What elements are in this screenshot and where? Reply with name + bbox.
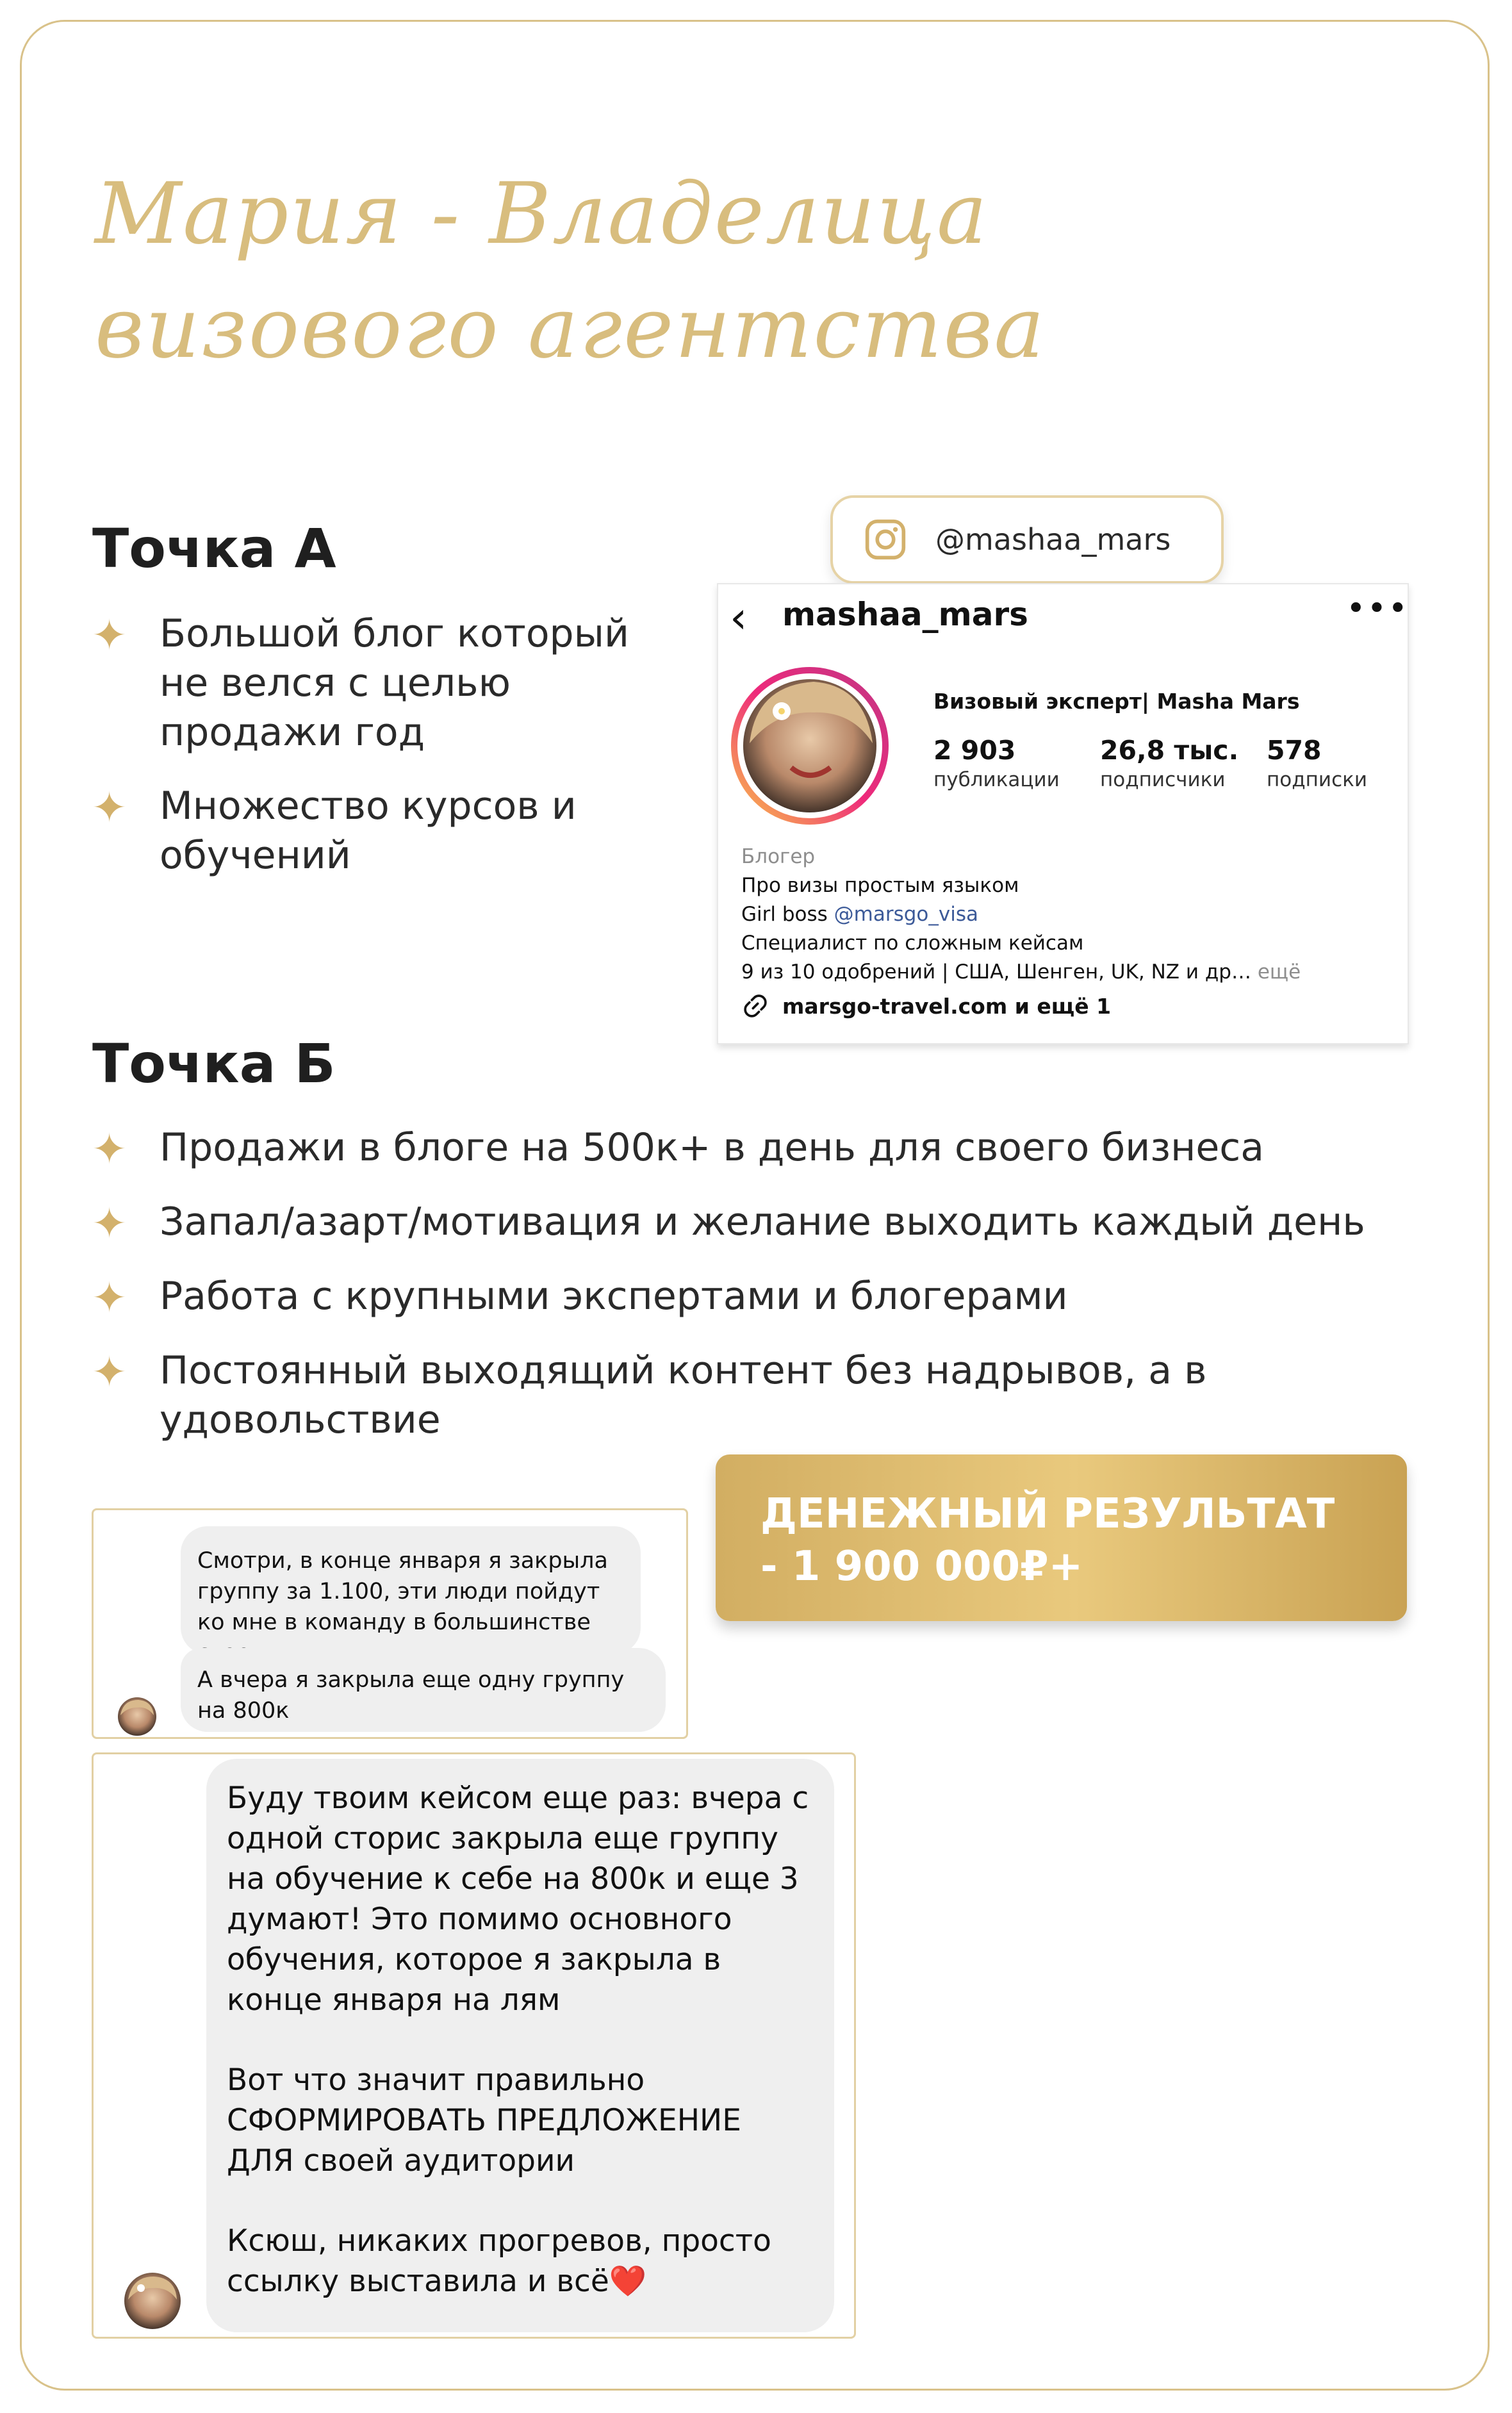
sparkle-icon: ✦ [92, 783, 127, 832]
point-a-item: ✦ Множество курсов и обучений [92, 783, 577, 878]
bio-line: 9 из 10 одобрений | США, Шенген, UK, NZ и др… ещё [741, 960, 1301, 984]
instagram-icon [864, 518, 907, 561]
chat-avatar [123, 2271, 182, 2330]
instagram-handle-pill[interactable] [830, 495, 1224, 584]
profile-website-link[interactable]: marsgo-travel.com и ещё 1 [741, 992, 1111, 1020]
profile-username: mashaa_mars [782, 596, 1028, 633]
profile-name: Визовый эксперт| Masha Mars [933, 689, 1300, 714]
chat-message-bubble: Смотри, в конце января я закрыла группу за 1.100, эти люди пойдут ко мне в команду в большинстве [181, 1526, 641, 1654]
chat-screenshot-1 [92, 1508, 688, 1739]
link-icon [741, 992, 769, 1020]
point-b-item: ✦ Работа с крупными экспертами и блогерами [92, 1273, 1068, 1322]
bio-more-link[interactable]: ещё [1257, 960, 1301, 984]
bio-line: Специалист по сложным кейсам [741, 932, 1084, 955]
back-arrow-icon[interactable]: ‹ [730, 593, 748, 643]
point-a-heading: Точка А [92, 517, 336, 580]
profile-bio [741, 843, 1401, 987]
bio-mention-link[interactable]: @marsgo_visa [834, 903, 978, 926]
profile-category: Блогер [741, 845, 816, 868]
point-b-item: ✦ Постоянный выходящий контент без надрывов, а в удовольствие [92, 1347, 1207, 1442]
stat-following[interactable]: 578 подписки [1267, 735, 1367, 791]
point-b-item: ✦ Запал/азарт/мотивация и желание выходить каждый день [92, 1199, 1365, 1248]
sparkle-icon: ✦ [92, 611, 127, 660]
point-b-list [92, 1123, 1437, 1470]
sparkle-icon: ✦ [92, 1273, 127, 1322]
chat-avatar [117, 1696, 158, 1737]
instagram-handle: @mashaa_mars [935, 522, 1171, 557]
profile-avatar[interactable] [730, 666, 889, 825]
more-options-icon[interactable]: ••• [1346, 589, 1409, 628]
chat-screenshot-2 [92, 1752, 856, 2339]
money-result-banner: ДЕНЕЖНЫЙ РЕЗУЛЬТАТ - 1 900 000₽+ [716, 1454, 1407, 1621]
page-title: Мария - Владелица визового агентства [95, 165, 1046, 377]
instagram-profile-card [717, 583, 1409, 1044]
stat-followers[interactable]: 26,8 тыс. подписчики [1100, 735, 1239, 791]
point-b-item: ✦ Продажи в блоге на 500к+ в день для своего бизнеса [92, 1124, 1265, 1174]
sparkle-icon: ✦ [92, 1199, 127, 1248]
point-a-item: ✦ Большой блог который не велся с целью продажи год [92, 611, 629, 755]
sparkle-icon: ✦ [92, 1124, 127, 1174]
bio-line: Про визы простым языком [741, 874, 1019, 897]
point-a-list [92, 609, 636, 905]
bio-line: Girl boss @marsgo_visa [741, 903, 978, 926]
chat-message-bubble: А вчера я закрыла еще одну группу на 800к [181, 1648, 666, 1732]
chat-message-bubble: Буду твоим кейсом еще раз: вчера с одной сторис закрыла еще группу на обучение к себе на 800к и еще 3 думают! Это помимо основного обучения, которое я закрыла в конце января на лям Вот что значит правильно СФОРМИРОВАТЬ ПРЕДЛОЖЕНИЕ ДЛЯ своей аудитории Ксюш, никаких прогревов, просто ссылку выставила и всё❤️ [206, 1759, 834, 2332]
sparkle-icon: ✦ [92, 1347, 127, 1397]
point-b-heading: Точка Б [92, 1032, 336, 1095]
stat-posts[interactable]: 2 903 публикации [933, 735, 1060, 791]
